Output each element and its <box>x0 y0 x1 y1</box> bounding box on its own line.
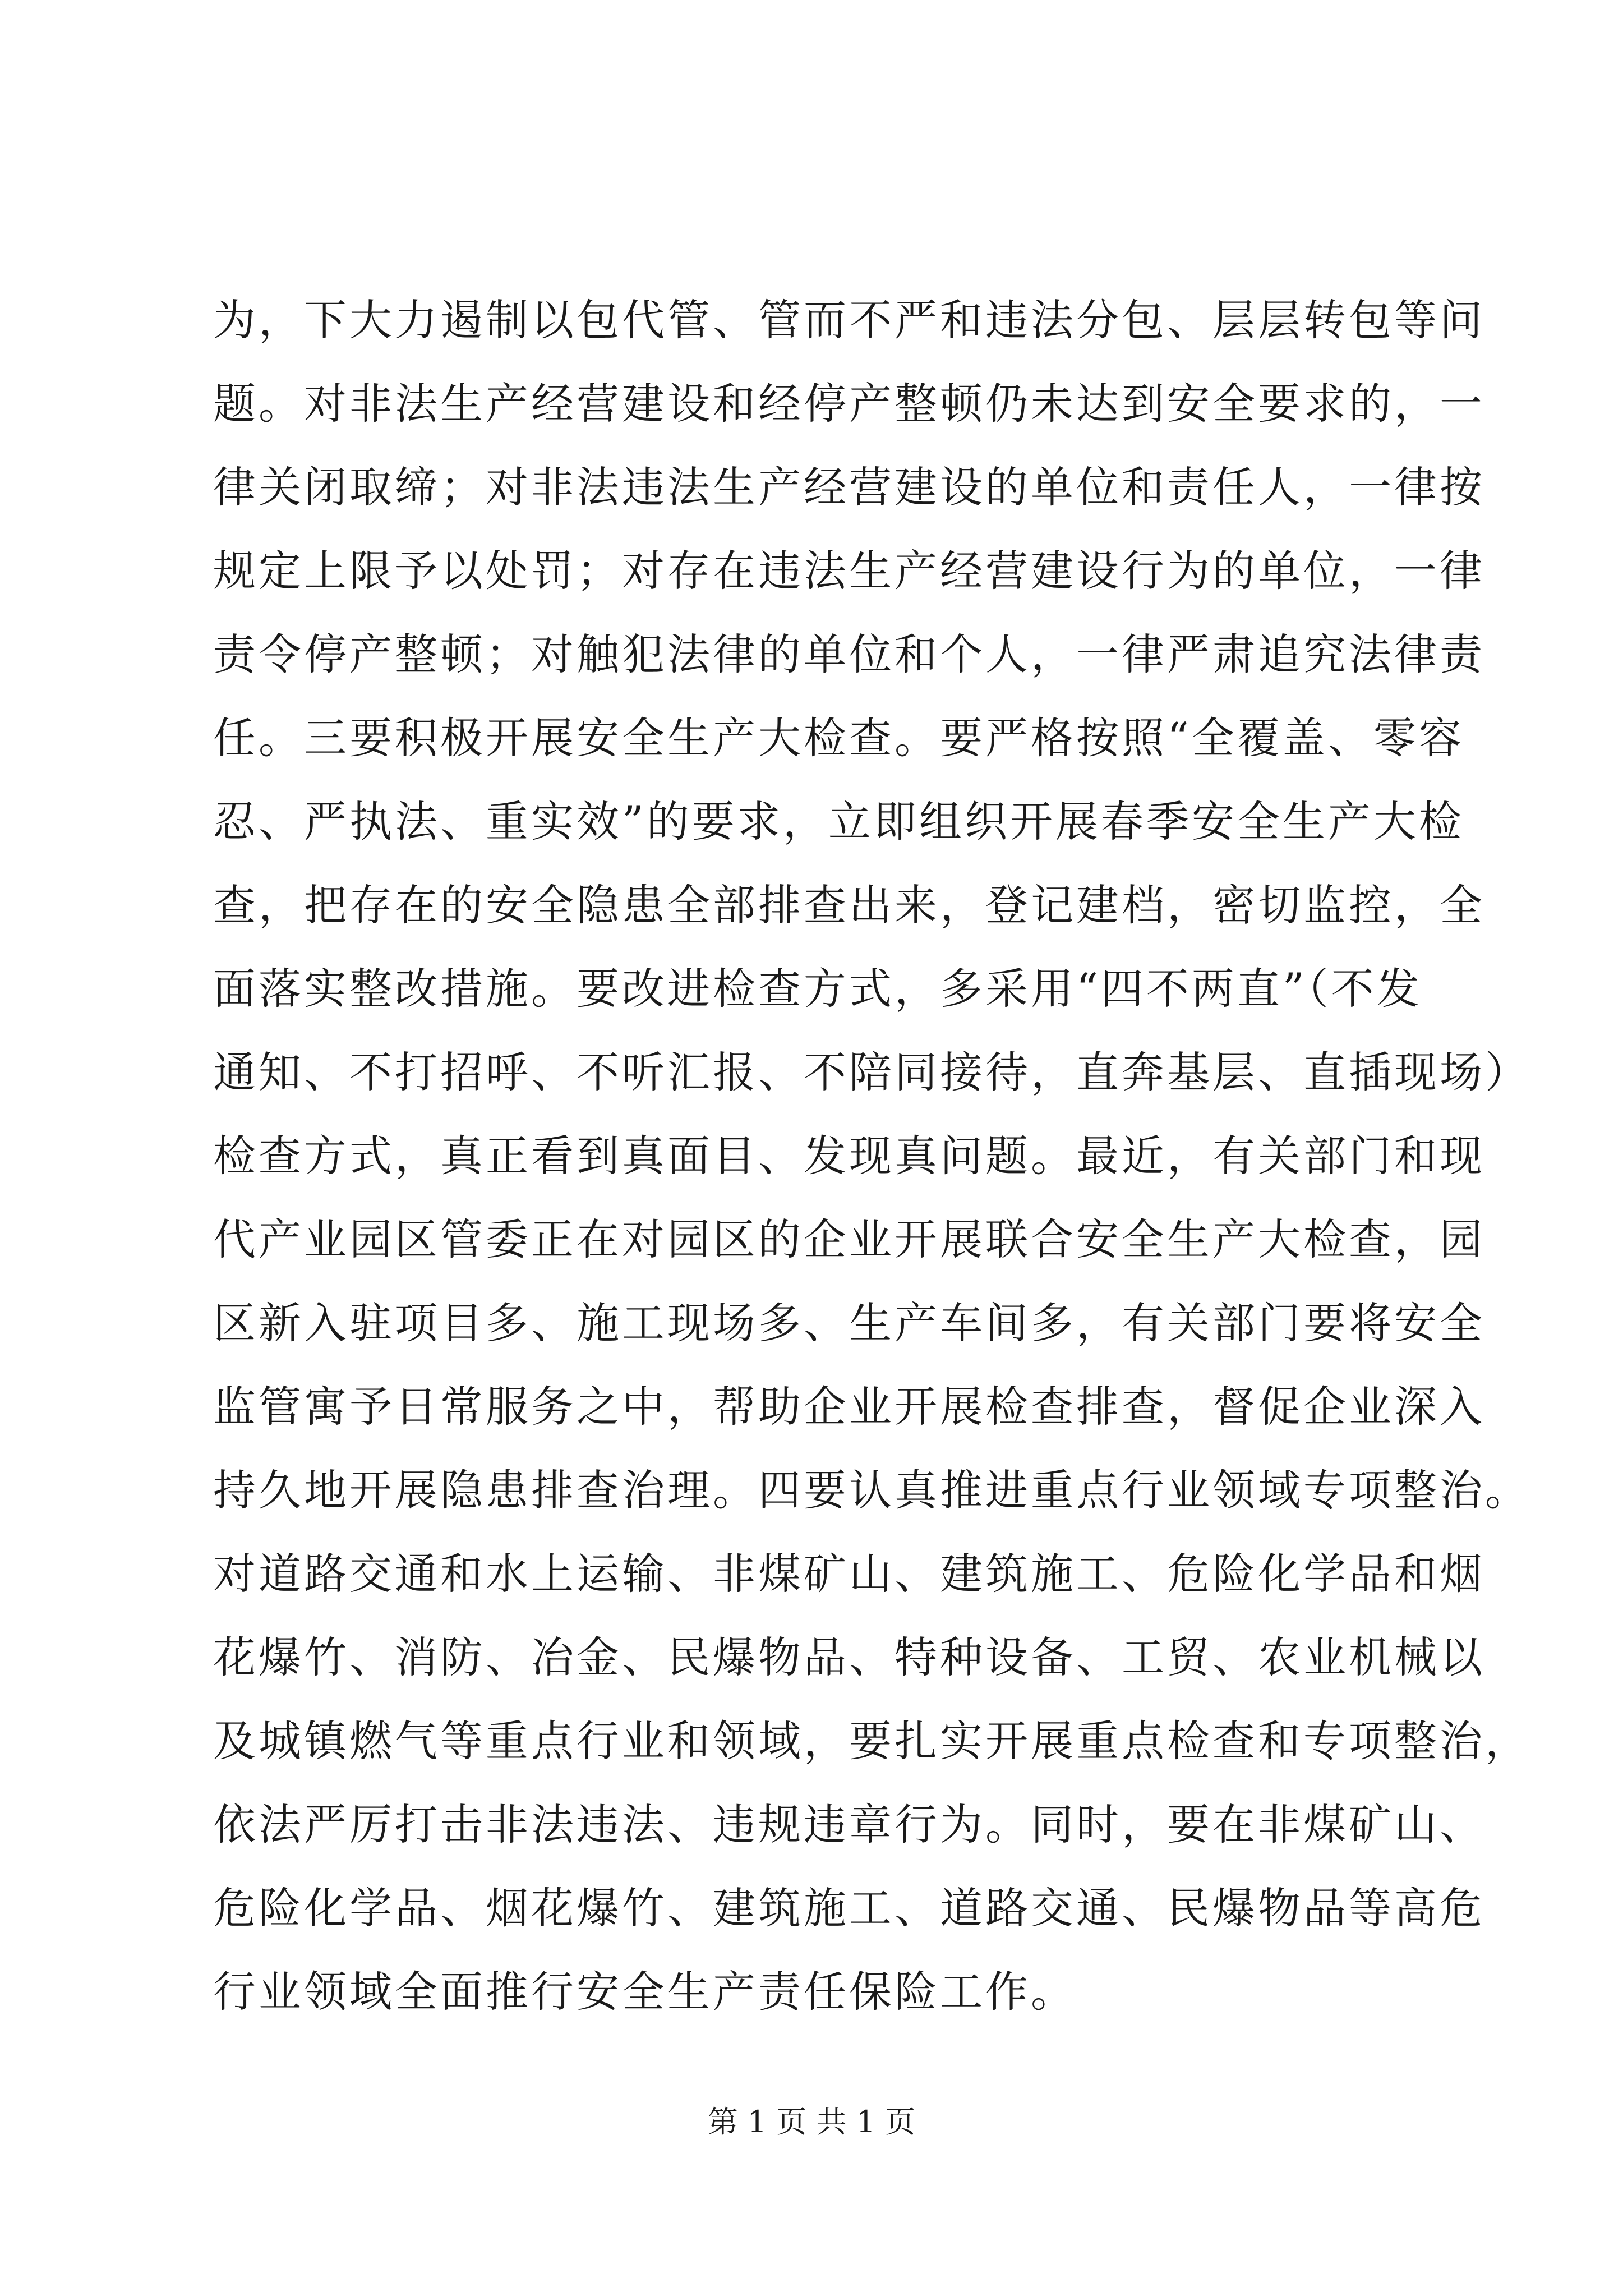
text-line: 律关闭取缔；对非法违法生产经营建设的单位和责任人，一律按 <box>213 462 1485 512</box>
text-line: 监管寓予日常服务之中，帮助企业开展检查排查，督促企业深入 <box>213 1382 1485 1432</box>
text-line: 题。对非法生产经营建设和经停产整顿仍未达到安全要求的，一 <box>213 379 1485 429</box>
text-line: 对道路交通和水上运输、非煤矿山、建筑施工、危险化学品和烟 <box>213 1549 1485 1599</box>
text-line: 行业领域全面推行安全生产责任保险工作。 <box>213 1967 1076 2017</box>
page-footer: 第 1 页 共 1 页 <box>707 2104 916 2139</box>
text-line: 规定上限予以处罚；对存在违法生产经营建设行为的单位，一律 <box>213 546 1485 596</box>
text-line: 责令停产整顿；对触犯法律的单位和个人，一律严肃追究法律责 <box>213 629 1485 679</box>
text-line: 为，下大力遏制以包代管、管而不严和违法分包、层层转包等问 <box>213 295 1485 345</box>
text-line: 区新入驻项目多、施工现场多、生产车间多，有关部门要将安全 <box>213 1298 1485 1348</box>
text-line: 依法严厉打击非法违法、违规违章行为。同时，要在非煤矿山、 <box>213 1800 1485 1849</box>
text-line: 面落实整改措施。要改进检查方式，多采用“四不两直”（不发 <box>213 964 1422 1014</box>
body-text <box>213 278 1530 2033</box>
text-line: 及城镇燃气等重点行业和领域，要扎实开展重点检查和专项整治， <box>213 1716 1530 1766</box>
text-line: 任。三要积极开展安全生产大检查。要严格按照“全覆盖、零容 <box>213 713 1464 763</box>
text-line: 代产业园区管委正在对园区的企业开展联合安全生产大检查，园 <box>213 1214 1485 1264</box>
text-line: 检查方式，真正看到真面目、发现真问题。最近，有关部门和现 <box>213 1131 1485 1181</box>
text-line: 持久地开展隐患排查治理。四要认真推进重点行业领域专项整治。 <box>213 1465 1530 1515</box>
text-line: 忍、严执法、重实效”的要求，立即组织开展春季安全生产大检 <box>213 797 1464 846</box>
text-line: 通知、不打招呼、不听汇报、不陪同接待，直奔基层、直插现场） <box>213 1047 1530 1097</box>
text-line: 花爆竹、消防、冶金、民爆物品、特种设备、工贸、农业机械以 <box>213 1632 1485 1682</box>
text-line: 查，把存在的安全隐患全部排查出来，登记建档，密切监控，全 <box>213 880 1485 930</box>
text-line: 危险化学品、烟花爆竹、建筑施工、道路交通、民爆物品等高危 <box>213 1883 1485 1933</box>
